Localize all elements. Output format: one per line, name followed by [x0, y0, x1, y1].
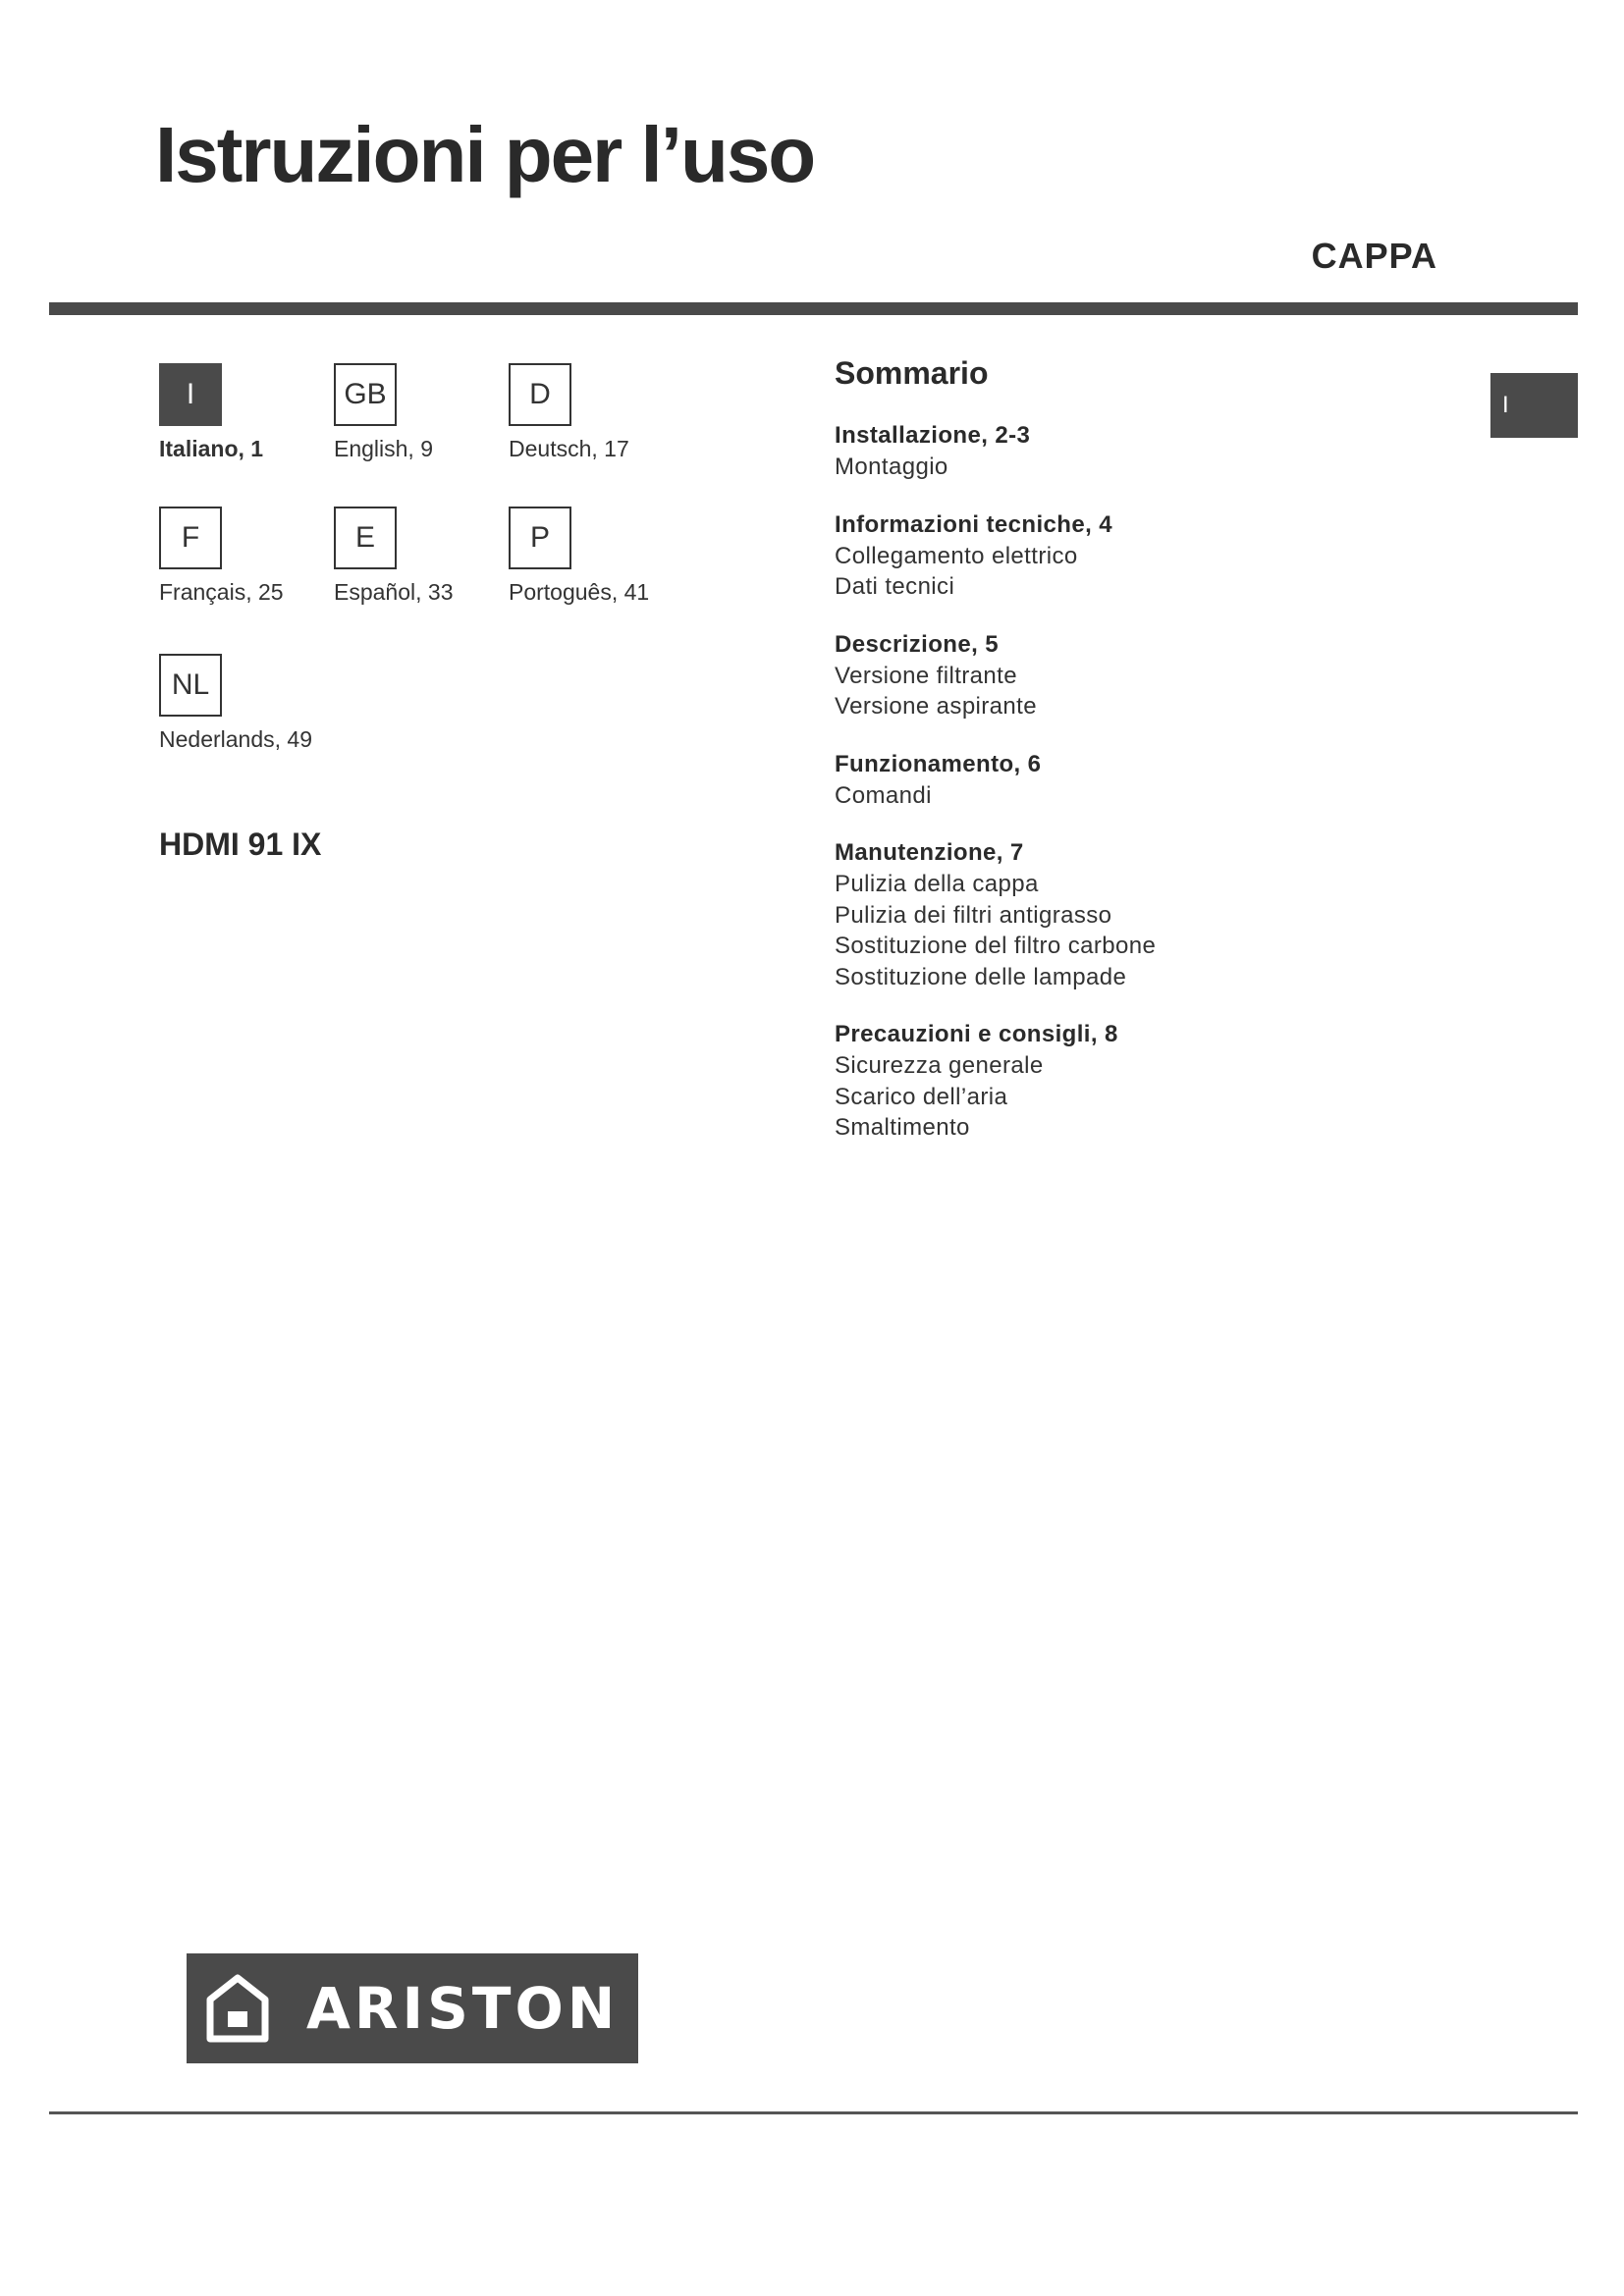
toc-item[interactable]: Collegamento elettrico — [835, 542, 1078, 569]
toc-section-manutenzione — [835, 836, 1424, 992]
language-code-box: D — [509, 363, 571, 426]
header-divider — [49, 302, 1578, 315]
toc-section-title[interactable]: Installazione, 2-3 — [835, 422, 1031, 449]
model-number: HDMI 91 IX — [159, 827, 322, 862]
language-label: Français, 25 — [159, 579, 284, 605]
toc-item[interactable]: Pulizia della cappa — [835, 871, 1039, 897]
toc-item[interactable]: Sostituzione del filtro carbone — [835, 933, 1157, 959]
table-of-contents — [835, 355, 1424, 1169]
language-item-nederlands[interactable] — [159, 654, 326, 753]
toc-section-funzionamento — [835, 748, 1424, 812]
language-label: Nederlands, 49 — [159, 726, 312, 752]
toc-item[interactable]: Sicurezza generale — [835, 1052, 1044, 1079]
language-side-tab — [1490, 373, 1578, 438]
toc-item[interactable]: Comandi — [835, 781, 932, 809]
language-code-box: NL — [159, 654, 222, 717]
toc-item[interactable]: Montaggio — [835, 454, 948, 480]
toc-section-title[interactable]: Manutenzione, 7 — [835, 839, 1024, 866]
language-label: Deutsch, 17 — [509, 436, 629, 461]
language-code-box: P — [509, 507, 571, 569]
language-label: Español, 33 — [334, 579, 454, 605]
toc-section-installazione — [835, 419, 1424, 483]
product-type: CAPPA — [1311, 236, 1437, 276]
house-icon — [206, 1974, 269, 2043]
toc-section-descrizione — [835, 628, 1424, 722]
toc-heading: Sommario — [835, 355, 989, 391]
language-item-francais[interactable] — [159, 507, 326, 606]
side-tab-label: I — [1502, 392, 1509, 418]
language-item-portogues[interactable] — [509, 507, 676, 606]
toc-section-title[interactable]: Precauzioni e consigli, 8 — [835, 1021, 1118, 1047]
language-label: Portoguês, 41 — [509, 579, 650, 605]
footer-divider — [49, 2111, 1578, 2114]
toc-item[interactable]: Scarico dell’aria — [835, 1083, 1008, 1110]
toc-section-title[interactable]: Informazioni tecniche, 4 — [835, 510, 1112, 538]
brand-name: ARISTON — [306, 1975, 620, 2042]
language-item-italiano[interactable] — [159, 363, 326, 462]
toc-item[interactable]: Pulizia dei filtri antigrasso — [835, 901, 1112, 929]
brand-logo — [187, 1953, 638, 2063]
toc-item[interactable]: Versione aspirante — [835, 693, 1037, 720]
language-code-box: E — [334, 507, 397, 569]
language-label: English, 9 — [334, 436, 434, 461]
toc-item[interactable]: Smaltimento — [835, 1114, 970, 1141]
language-code-box: F — [159, 507, 222, 569]
language-code-box: GB — [334, 363, 397, 426]
toc-section-informazioni-tecniche — [835, 508, 1424, 603]
toc-section-title[interactable]: Funzionamento, 6 — [835, 750, 1042, 777]
language-label: Italiano, 1 — [159, 436, 264, 461]
toc-item[interactable]: Versione filtrante — [835, 662, 1017, 689]
document-title: Istruzioni per l’uso — [155, 111, 815, 198]
toc-section-precauzioni — [835, 1018, 1424, 1144]
toc-item[interactable]: Sostituzione delle lampade — [835, 963, 1127, 990]
language-item-english[interactable] — [334, 363, 501, 462]
language-item-deutsch[interactable] — [509, 363, 676, 462]
toc-section-title[interactable]: Descrizione, 5 — [835, 630, 1000, 658]
language-item-espanol[interactable] — [334, 507, 501, 606]
toc-item[interactable]: Dati tecnici — [835, 573, 955, 600]
language-code-box: I — [159, 363, 222, 426]
